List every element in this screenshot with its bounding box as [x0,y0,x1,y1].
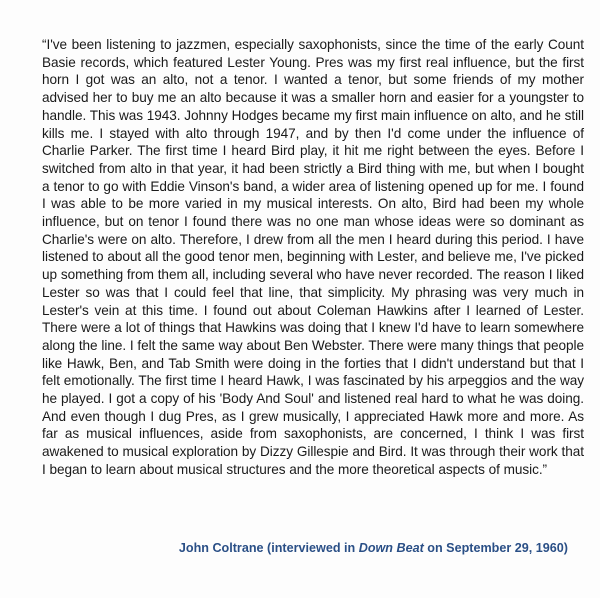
attribution-suffix: on September 29, 1960) [423,541,568,555]
coltrane-quote: “I've been listening to jazzmen, especially saxophonists, since the time of the early Count Basie records, which featured Lester Young. Pres was my first real influence, but the first horn I got was an alto, not a tenor. I wanted a tenor, but some friends of my mother advised her to buy me an alto because it was a smaller horn and easier for a youngster to handle. This was 1943. Johnny Hodges became my first main influence on alto, and he still kills me. I stayed with alto through 1947, and by then I'd come under the influence of Charlie Parker. The first time I heard Bird play, it hit me right between the eyes. Before I switched from alto in that year, it had been strictly a Bird thing with me, but when I bought a tenor to go with Eddie Vinson's band, a wider area of listening opened up for me. I found I was able to be more varied in my musical interests. On alto, Bird had been my whole influence, but on tenor I found there was no one man whose ideas were so dominant as Charlie's were on alto. Therefore, I drew from all the men I heard during this period. I have listened to about all the good tenor men, beginning with Lester, and believe me, I've picked up something from them all, including several who have never recorded. The reason I liked Lester so was that I could feel that line, that simplicity. My phrasing was very much in Lester's vein at this time. I found out about Coleman Hawkins after I learned of Lester. There were a lot of things that Hawkins was doing that I knew I'd have to learn somewhere along the line. I felt the same way about Ben Webster. There were many things that people like Hawk, Ben, and Tab Smith were doing in the forties that I didn't understand but that I felt emotionally. The first time I heard Hawk, I was fascinated by his arpeggios and the way he played. I got a copy of his 'Body And Soul' and listened real hard to what he was doing. And even though I dug Pres, as I grew musically, I appreciated Hawk more and more. As far as musical influences, aside from saxophonists, are concerned, I think I was first awakened to musical exploration by Dizzy Gillespie and Bird. It was through their work that I began to learn about musical structures and the more theoretical aspects of music.” [42,37,584,477]
quote-attribution [179,541,568,555]
attribution-prefix: John Coltrane (interviewed in [178,541,359,555]
publication-name: Down Beat [358,541,424,555]
